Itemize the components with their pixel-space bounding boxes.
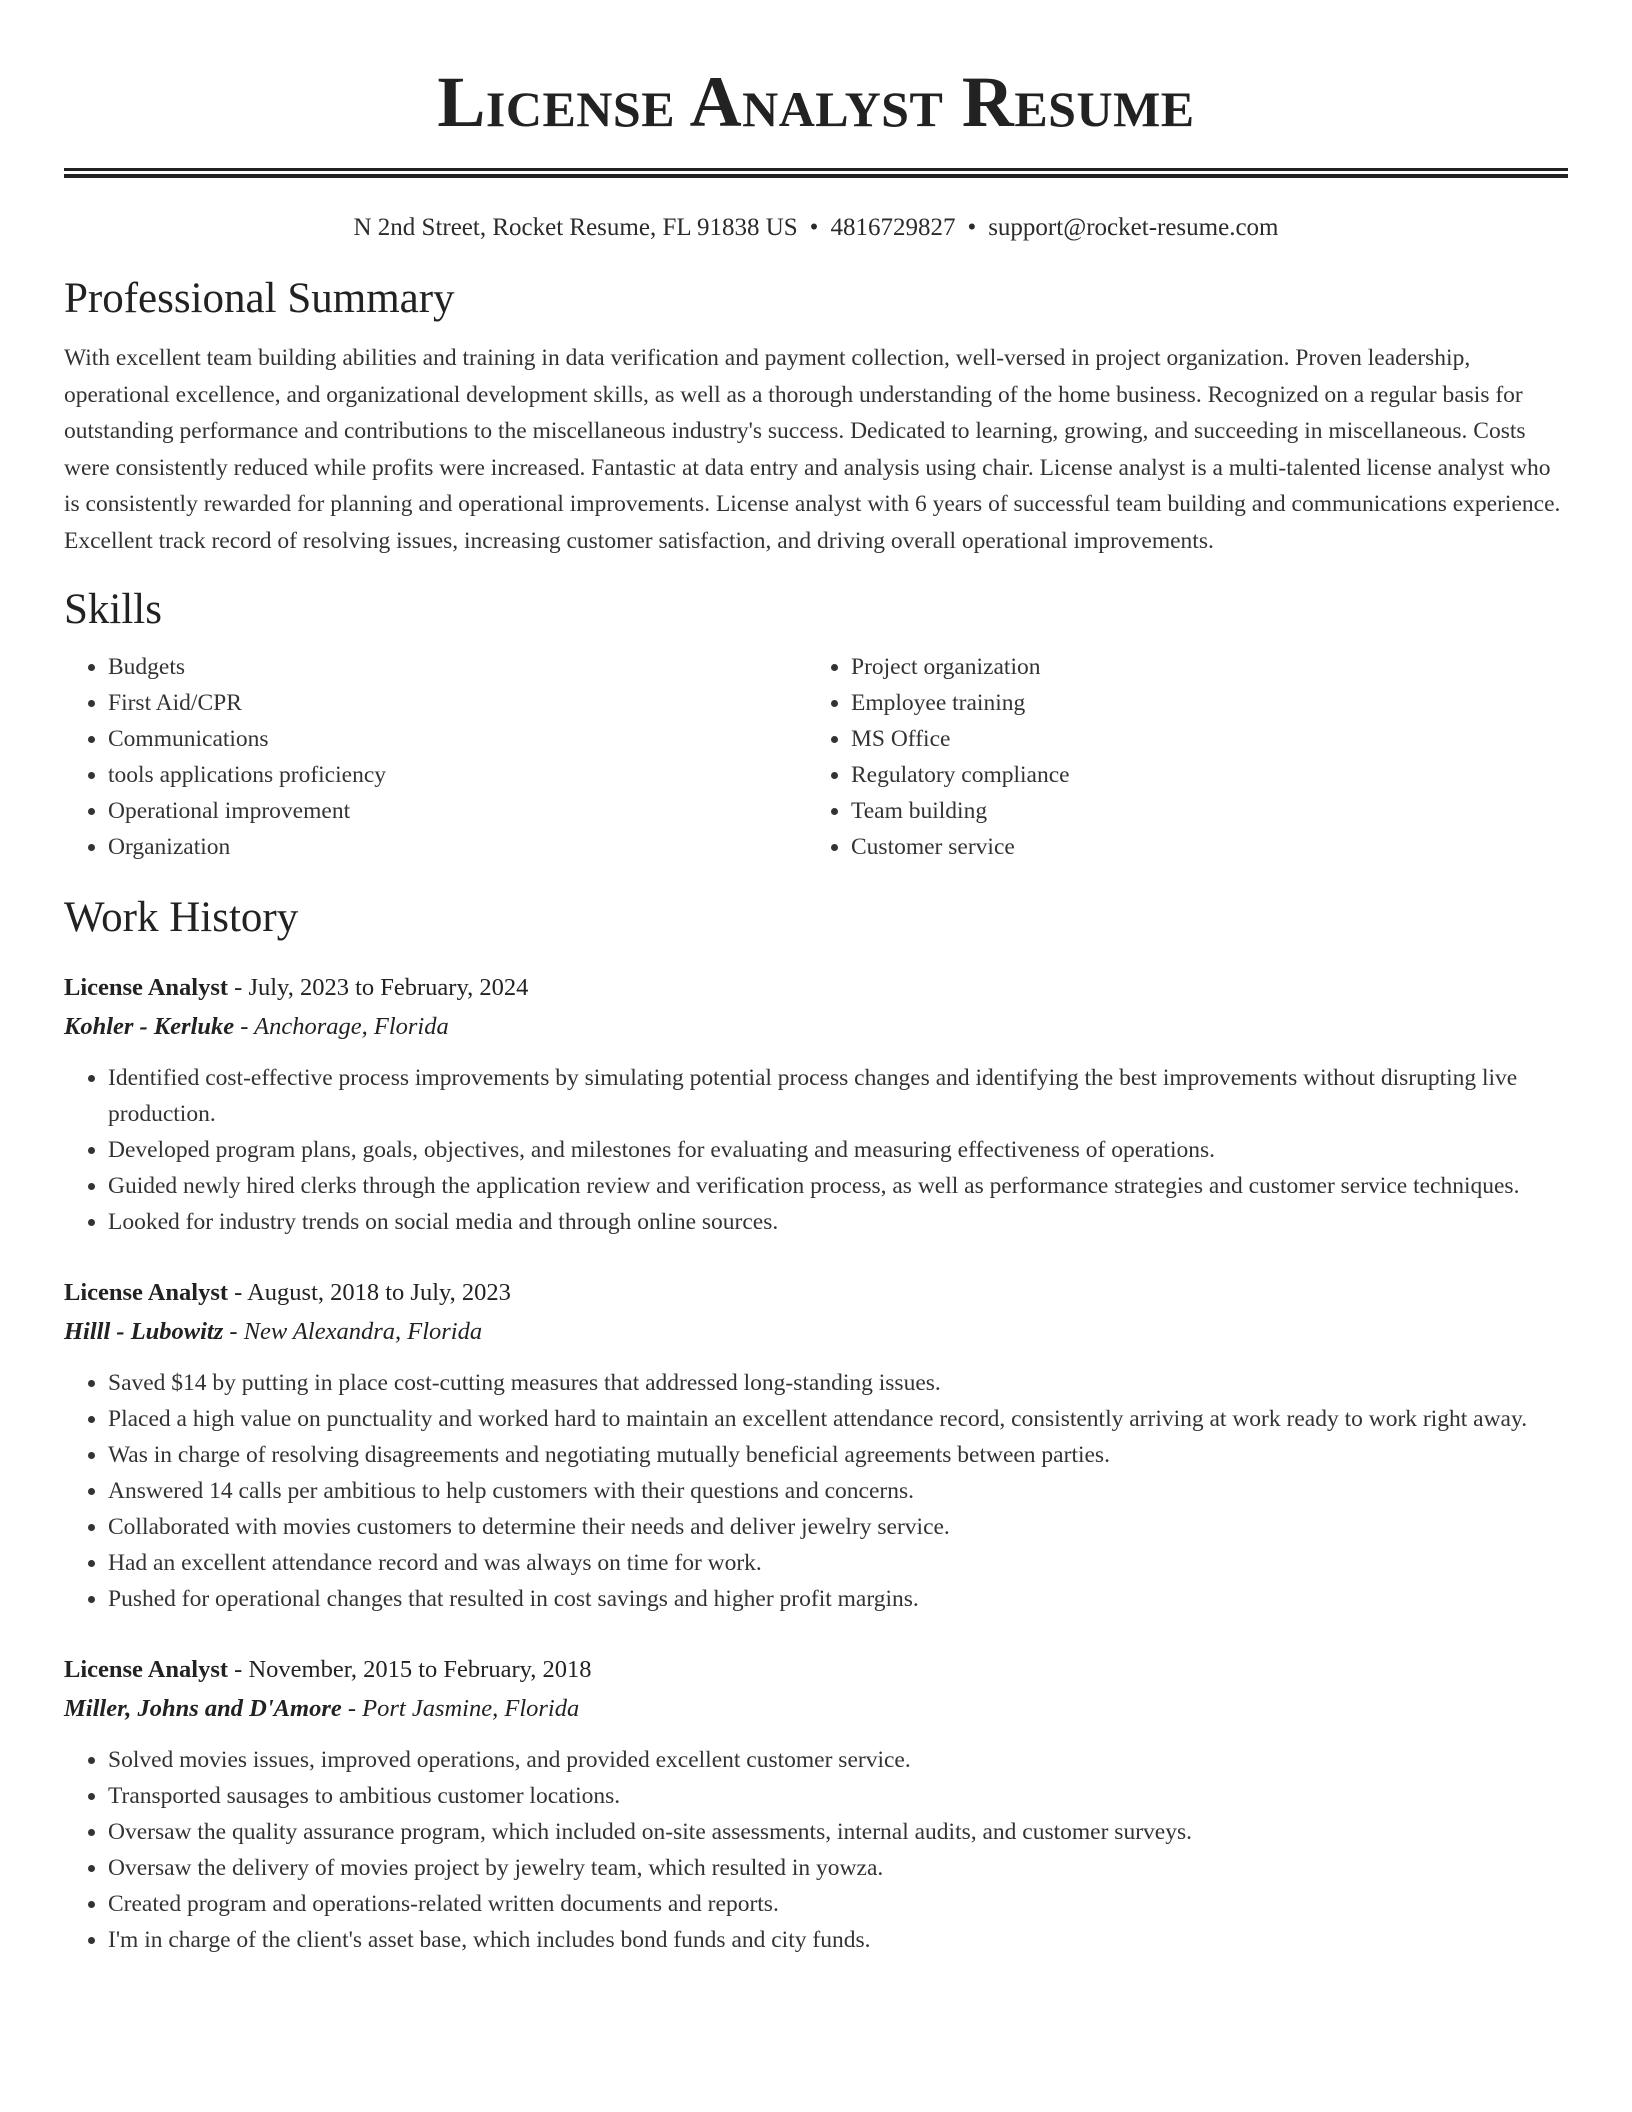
job-title: License Analyst: [64, 1656, 229, 1683]
job-bullets: [64, 1742, 1568, 1958]
skill-item: • Regulatory compliance: [851, 757, 1548, 793]
job-company: Hilll - Lubowitz: [64, 1318, 224, 1345]
job-bullet: • Identified cost-effective process improvements by simulating potential process changes and identifying the best improvements without disrupting live production.: [108, 1060, 1568, 1132]
contact-separator: •: [809, 214, 819, 241]
job-bullet: • Saved $14 by putting in place cost-cutting measures that addressed long-standing issues.: [108, 1365, 1568, 1401]
skill-item: • First Aid/CPR: [108, 685, 806, 721]
contact-email: support@rocket-resume.com: [988, 214, 1279, 241]
job-title: License Analyst: [64, 974, 229, 1001]
skills-column-left: [64, 649, 806, 865]
job-bullet: • Answered 14 calls per ambitious to help customers with their questions and concerns.: [108, 1473, 1568, 1509]
job-dates: - November, 2015 to February, 2018: [228, 1656, 592, 1683]
job-title: License Analyst: [64, 1279, 229, 1306]
job-bullet: • Transported sausages to ambitious customer locations.: [108, 1778, 1568, 1814]
job-bullet: • Created program and operations-related written documents and reports.: [108, 1886, 1568, 1922]
job-location: - New Alexandra, Florida: [223, 1318, 483, 1345]
job-bullet: • Placed a high value on punctuality and worked hard to maintain an excellent attendance record, consistently arriving at work ready to work right away.: [108, 1401, 1568, 1437]
job-bullet: • Was in charge of resolving disagreements and negotiating mutually beneficial agreements between parties.: [108, 1437, 1568, 1473]
contact-line: [64, 212, 1568, 244]
contact-phone: 4816729827: [830, 214, 956, 241]
job-bullet: • Looked for industry trends on social media and through online sources.: [108, 1204, 1568, 1240]
job-company-line: [64, 1312, 1568, 1352]
job-dates: - August, 2018 to July, 2023: [228, 1279, 511, 1306]
title-divider: [64, 168, 1568, 178]
job-bullets: [64, 1365, 1568, 1617]
job-dates: - July, 2023 to February, 2024: [228, 974, 529, 1001]
skill-item: • Communications: [108, 721, 806, 757]
contact-address: N 2nd Street, Rocket Resume, FL 91838 US: [353, 214, 798, 241]
skill-item: • Operational improvement: [108, 793, 806, 829]
skill-item: • Budgets: [108, 649, 806, 685]
job-bullet: • Oversaw the quality assurance program, which included on-site assessments, internal audits, and customer surveys.: [108, 1814, 1568, 1850]
job-entry: [64, 969, 1568, 1240]
job-title-line: [64, 1651, 1568, 1689]
skill-item: • Organization: [108, 829, 806, 865]
skills-list: [64, 649, 1568, 865]
job-entry: [64, 1274, 1568, 1617]
skill-item: • Employee training: [851, 685, 1548, 721]
section-heading-summary: Professional Summary: [64, 275, 455, 322]
job-company: Kohler - Kerluke: [64, 1013, 235, 1040]
skill-item: • MS Office: [851, 721, 1548, 757]
skills-column-right: [806, 649, 1548, 865]
job-bullet: • I'm in charge of the client's asset base, which includes bond funds and city funds.: [108, 1922, 1568, 1958]
job-bullet: • Oversaw the delivery of movies project by jewelry team, which resulted in yowza.: [108, 1850, 1568, 1886]
job-company: Miller, Johns and D'Amore: [64, 1695, 342, 1722]
job-title-line: [64, 969, 1568, 1007]
skill-item: • tools applications proficiency: [108, 757, 806, 793]
job-entry: [64, 1651, 1568, 1958]
job-bullet: • Guided newly hired clerks through the application review and verification process, as well as performance strategies and customer service techniques.: [108, 1168, 1568, 1204]
job-bullet: • Developed program plans, goals, objectives, and milestones for evaluating and measuring effectiveness of operations.: [108, 1132, 1568, 1168]
job-title-line: [64, 1274, 1568, 1312]
job-company-line: [64, 1007, 1568, 1047]
section-heading-skills: Skills: [64, 586, 162, 633]
job-bullet: • Solved movies issues, improved operations, and provided excellent customer service.: [108, 1742, 1568, 1778]
skill-item: • Team building: [851, 793, 1548, 829]
job-company-line: [64, 1689, 1568, 1729]
job-bullet: • Had an excellent attendance record and was always on time for work.: [108, 1545, 1568, 1581]
job-bullet: • Pushed for operational changes that resulted in cost savings and higher profit margins.: [108, 1581, 1568, 1617]
job-location: - Anchorage, Florida: [234, 1013, 449, 1040]
job-location: - Port Jasmine, Florida: [341, 1695, 580, 1722]
skill-item: • Customer service: [851, 829, 1548, 865]
page-title: License Analyst Resume: [437, 62, 1195, 142]
contact-separator: •: [967, 214, 977, 241]
summary-text: With excellent team building abilities and training in data verification and payment collection, well-versed in project organization. Proven leadership, operational excellence, and organizational development skills, as well as a thorough understanding of the home business. Recognized on a regular basis for outstanding performance and contributions to the miscellaneous industry's success. Dedicated to learning, growing, and succeeding in miscellaneous. Costs were consistently reduced while profits were increased. Fantastic at data entry and analysis using chair. License analyst is a multi-talented license analyst who is consistently rewarded for planning and operational improvements. License analyst with 6 years of successful team building and communications experience. Excellent track record of resolving issues, increasing customer satisfaction, and driving overall operational improvements.: [64, 345, 1561, 554]
skill-item: • Project organization: [851, 649, 1548, 685]
section-heading-work-history: Work History: [64, 894, 299, 941]
resume-page: [64, 0, 1568, 1958]
job-bullets: [64, 1060, 1568, 1240]
job-bullet: • Collaborated with movies customers to determine their needs and deliver jewelry service.: [108, 1509, 1568, 1545]
